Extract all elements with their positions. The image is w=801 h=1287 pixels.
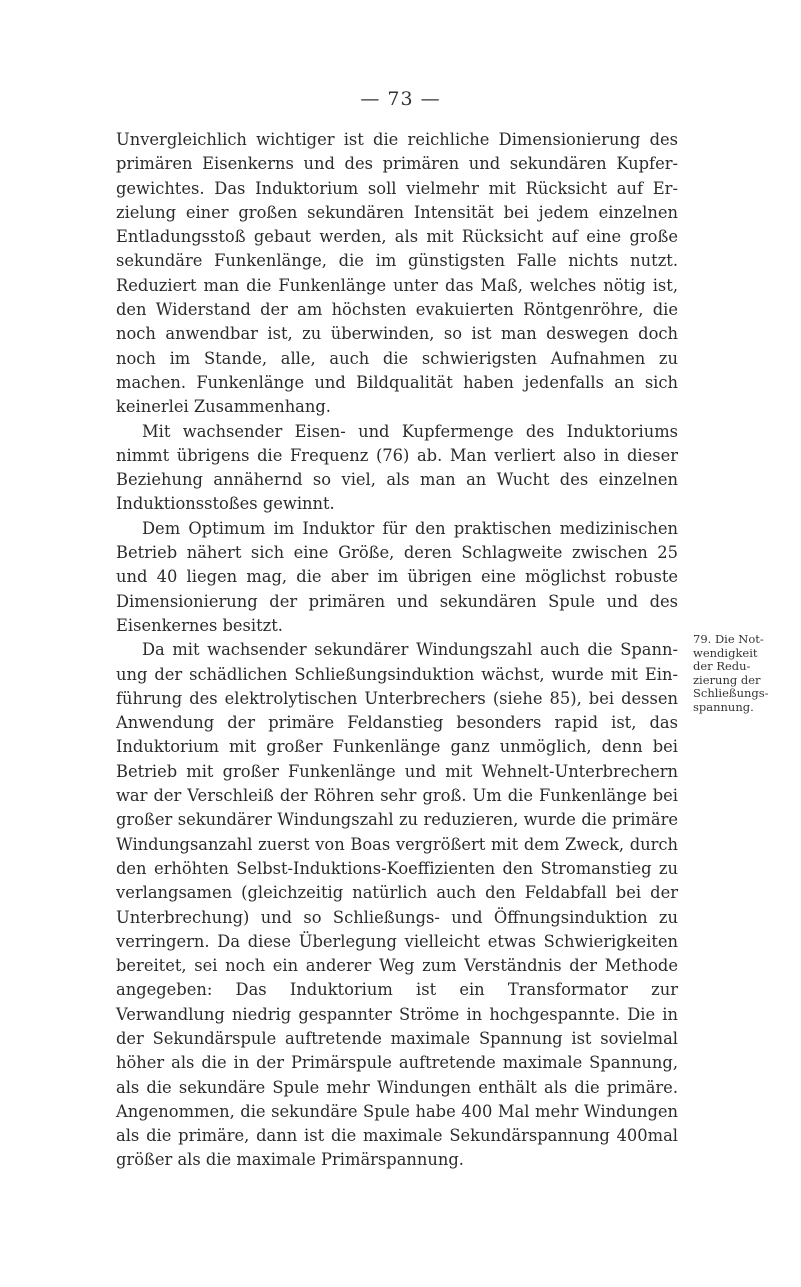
body-text: [116, 128, 678, 1173]
margin-note-line: spannung.: [693, 699, 754, 714]
margin-note-line: wendigkeit: [693, 645, 758, 660]
paragraph-dimensionierung: Unvergleichlich wichtiger ist die reichliche Dimensionierung des primären Eisenkerns und des primären und sekundären Kupfergewichtes. Das Induktorium soll vielmehr mit Rücksicht auf Erzielung einer großen sekundären Intensität bei jedem einzelnen Entladungsstoß gebaut werden, als mit Rücksicht auf eine große sekundäre Funkenlänge, die im günstigsten Falle nichts nutzt. Reduziert man die Funkenlänge unter das Maß, welches nötig ist, den Widerstand der am höchsten evakuierten Röntgenröhre, die noch anwendbar ist, zu überwinden, so ist man deswegen doch noch im Stande, alle, auch die schwierigsten Aufnahmen zu machen. Funkenlänge und Bildqualität haben jedenfalls an sich keinerlei Zusammenhang.: [116, 130, 678, 417]
paragraph-frequenz: Mit wachsender Eisen- und Kupfermenge des Induktoriums nimmt übrigens die Frequenz (76) ab. Man verliert also in dieser Beziehung annähernd so viel, als man an Wucht des einzelnen Induktionsstoßes gewinnt.: [116, 421, 678, 514]
paragraph-windungszahl: Da mit wachsender sekundärer Windungszahl auch die Spannung der schädlichen Schließungsinduktion wächst, wurde mit Einführung des elektrolytischen Unterbrechers (siehe 85), bei dessen Anwendung der primäre Feldanstieg besonders rapid ist, das Induktorium mit großer Funkenlänge ganz unmöglich, denn bei Betrieb mit großer Funkenlänge und mit Wehnelt-Unterbrechern war der Verschleiß der Röhren sehr groß. Um die Funkenlänge bei großer sekundärer Windungszahl zu reduzieren, wurde die primäre Windungsanzahl zuerst von Boas vergrößert mit dem Zweck, durch den erhöhten Selbst-Induktions-Koeffizienten den Stromanstieg zu verlangsamen (gleichzeitig natürlich auch den Feldabfall bei der Unterbrechung) und so Schließungs- und Öffnungsinduktion zu verringern. Da diese Überlegung vielleicht etwas Schwierigkeiten bereitet, sei noch ein anderer Weg zum Verständnis der Methode angegeben: Das Induktorium ist ein Transformator zur Verwandlung niedrig gespannter Ströme in hochgespannte. Die in der Sekundärspule auftretende maximale Spannung ist sovielmal höher als die in der Primärspule auftretende maximale Spannung, als die sekundäre Spule mehr Windungen enthält als die primäre. Angenommen, die sekundäre Spule habe 400 Mal mehr Windungen als die primäre, dann ist die maximale Sekundärspannung 400mal größer als die maximale Primärspannung.: [116, 640, 678, 1170]
margin-note-line: zierung der: [693, 672, 761, 687]
margin-note-line: 79. Die Not-: [693, 632, 764, 646]
margin-note-line: der Redu-: [693, 659, 751, 673]
page-number: — 73 —: [360, 88, 441, 110]
margin-note-line: Schließungs-: [693, 686, 769, 700]
paragraph-optimum: Dem Optimum im Induktor für den praktischen medizinischen Betrieb nähert sich eine Größe, deren Schlagweite zwischen 25 und 40 liegen mag, die aber im übrigen eine möglichst robuste Dimensionierung der primären und sekundären Spule und des Eisenkernes besitzt.: [116, 518, 678, 635]
margin-note: [693, 633, 773, 714]
